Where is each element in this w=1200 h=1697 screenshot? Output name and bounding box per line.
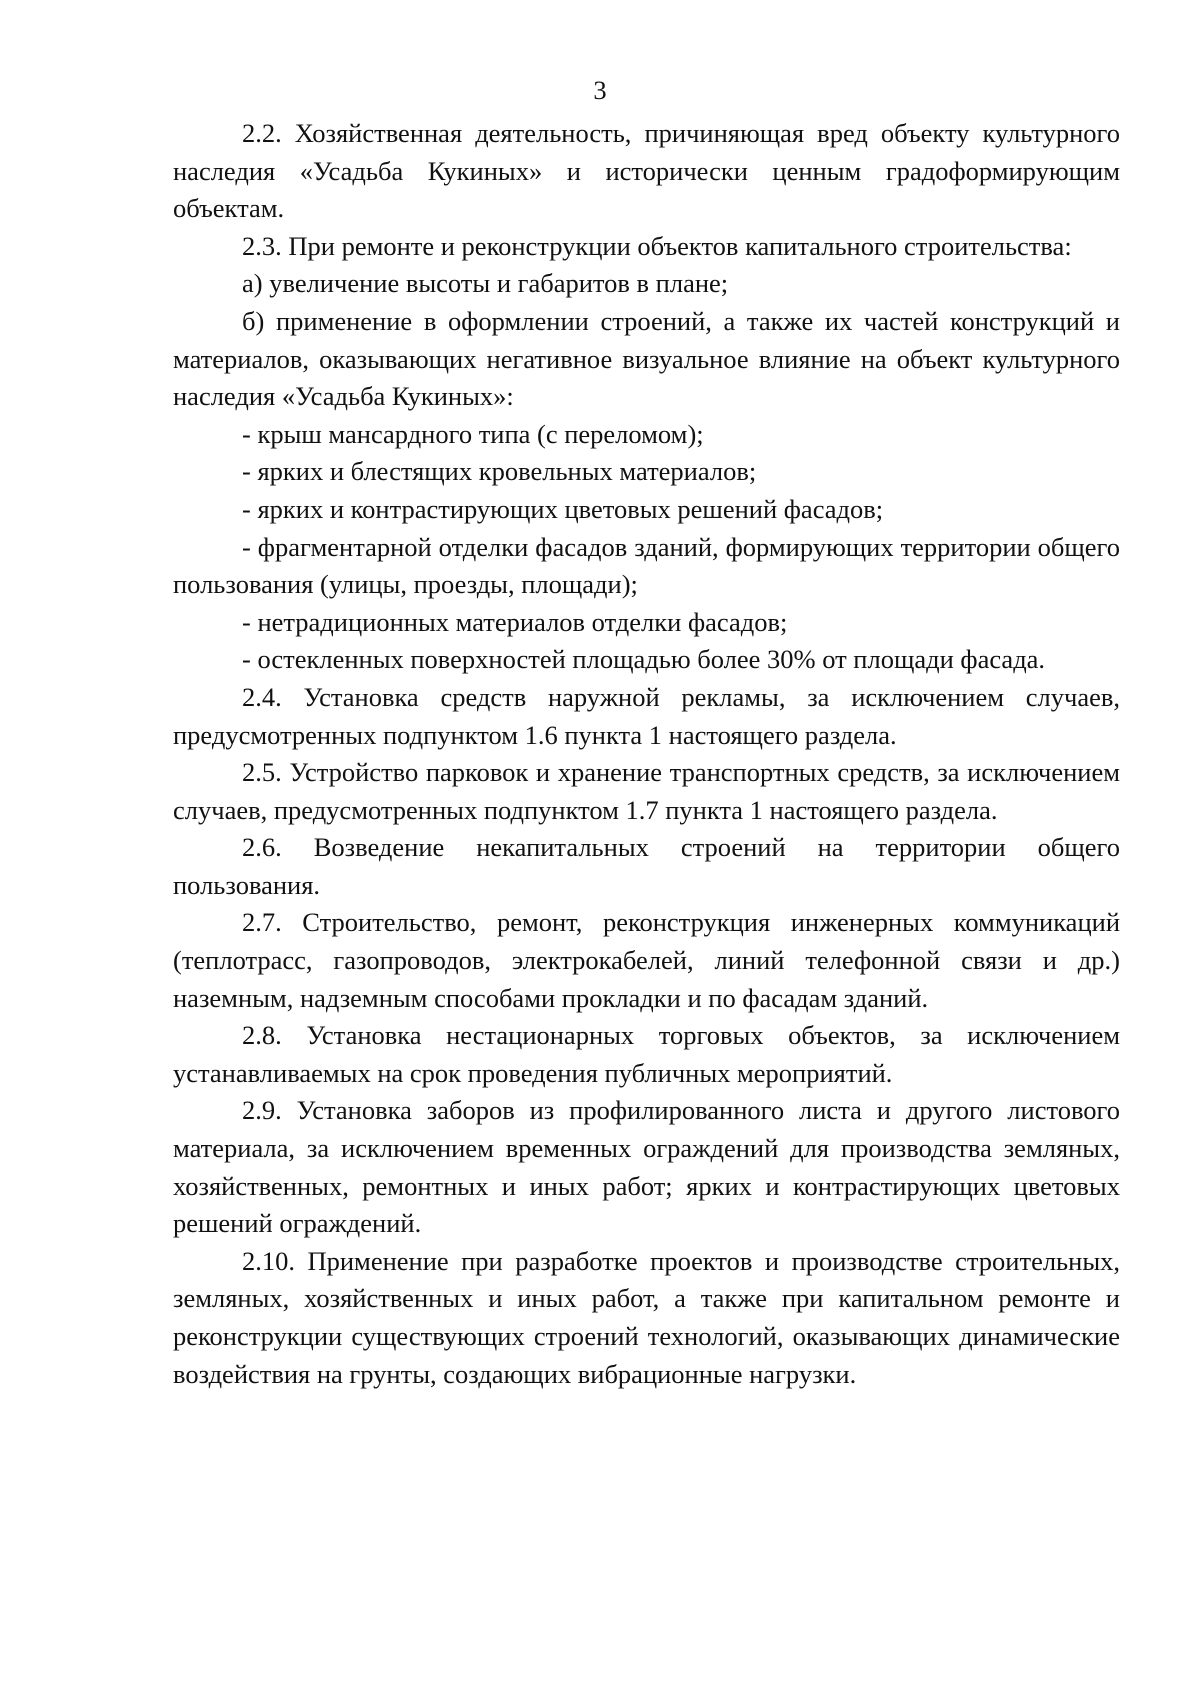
paragraph-2-9: 2.9. Установка заборов из профилированного листа и другого листового материала, за исключением временных ограждений для производства земляных, хозяйственных, ремонтных и иных работ; ярких и контрастирующих цветовых решений ограждений. (173, 1095, 1120, 1239)
paragraph-2-3: 2.3. При ремонте и реконструкции объектов капитального строительства: (242, 230, 1072, 261)
paragraph-2-4: 2.4. Установка средств наружной рекламы, за исключением случаев, предусмотренных подпунктом 1.6 пункта 1 настоящего раздела. (173, 681, 1120, 750)
document-body (173, 115, 1120, 1393)
subitem-a: а) увеличение высоты и габаритов в плане; (242, 268, 729, 299)
paragraph-2-2: 2.2. Хозяйственная деятельность, причиняющая вред объекту культурного наследия «Усадьба Кукиных» и исторически ценным градоформирующим объектам. (173, 118, 1120, 224)
page-number: 3 (593, 75, 607, 105)
list-item-roof-materials: - ярких и блестящих кровельных материалов; (242, 456, 757, 487)
paragraph-2-5: 2.5. Устройство парковок и хранение транспортных средств, за исключением случаев, предусмотренных подпунктом 1.7 пункта 1 настоящего раздела. (173, 757, 1120, 825)
list-item-facade-finish: - фрагментарной отделки фасадов зданий, формирующих территории общего пользования (улицы, проезды, площади); (173, 531, 1120, 600)
paragraph-2-6: 2.6. Возведение некапитальных строений на территории общего пользования. (173, 832, 1120, 900)
list-item-roofs: - крыш мансардного типа (с переломом); (242, 418, 704, 449)
list-item-facade-colors: - ярких и контрастирующих цветовых решений фасадов; (242, 493, 884, 524)
list-item-glazing: - остекленных поверхностей площадью более 30% от площади фасада. (242, 644, 1046, 675)
paragraph-2-7: 2.7. Строительство, ремонт, реконструкция инженерных коммуникаций (теплотрасс, газопроводов, электрокабелей, линий телефонной связи и др.) наземным, надземным способами прокладки и по фасадам зданий. (173, 907, 1120, 1013)
list-item-nontraditional-materials: - нетрадиционных материалов отделки фасадов; (242, 606, 788, 637)
subitem-b: б) применение в оформлении строений, а также их частей конструкций и материалов, оказывающих негативное визуальное влияние на объект культурного наследия «Усадьба Кукиных»: (173, 305, 1120, 412)
paragraph-2-8: 2.8. Установка нестационарных торговых объектов, за исключением устанавливаемых на срок проведения публичных мероприятий. (173, 1020, 1120, 1088)
paragraph-2-10: 2.10. Применение при разработке проектов и производстве строительных, земляных, хозяйственных и иных работ, а также при капитальном ремонте и реконструкции существующих строений технологий, оказывающих динамические воздействия на грунты, создающих вибрационные нагрузки. (173, 1245, 1120, 1389)
